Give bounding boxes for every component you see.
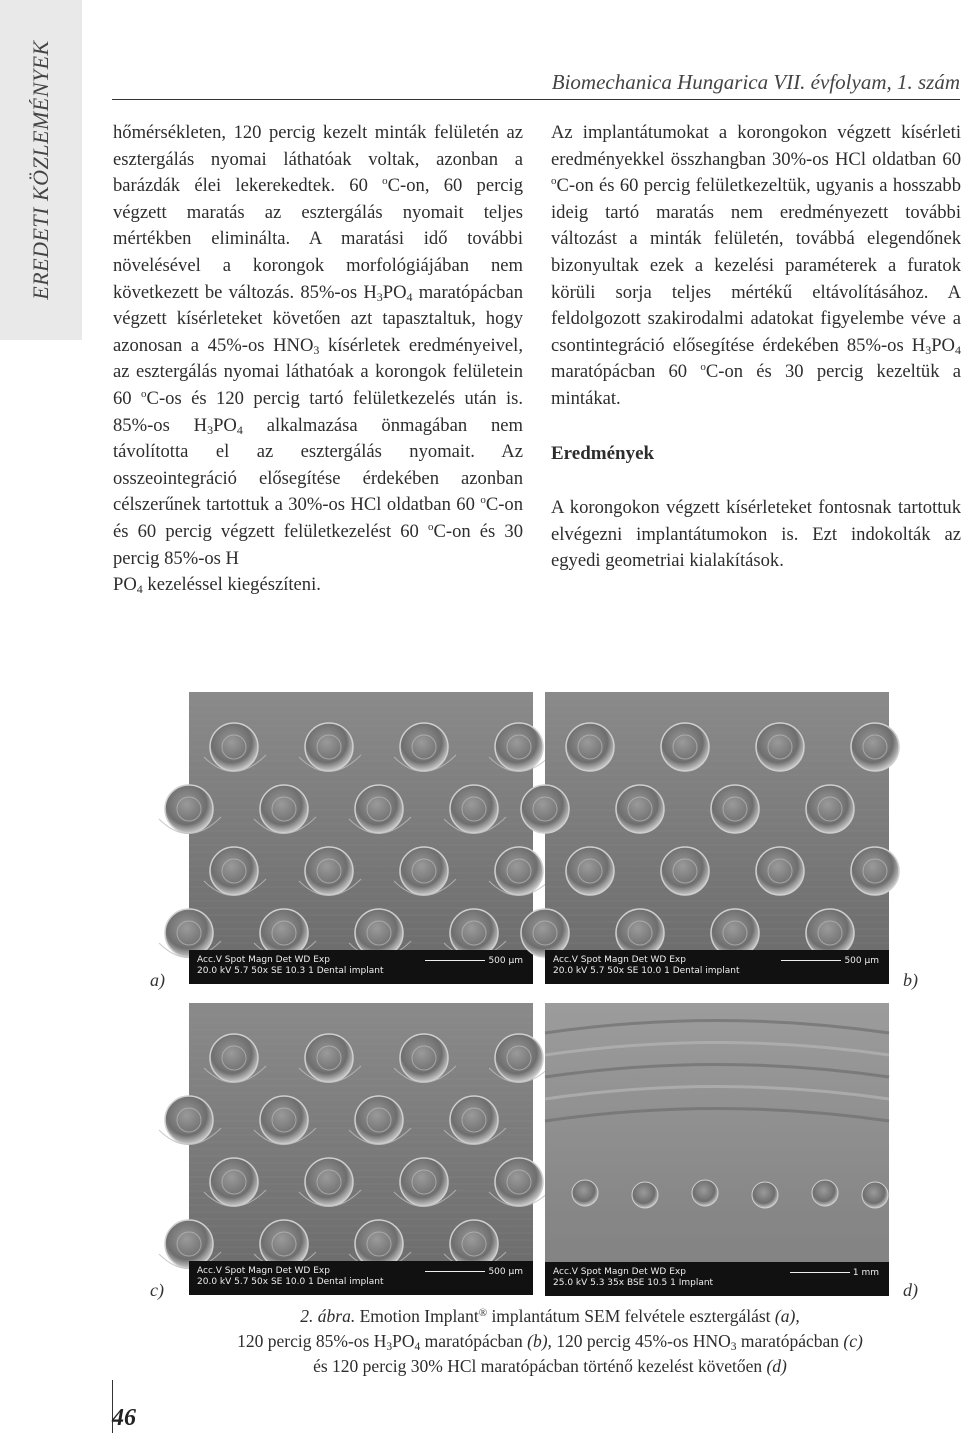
left-paragraph: hőmérsékleten, 120 percig kezelt minták felületén az esztergálás nyomai láthatóak voltak, azonban a barázdák élei lekerekedtek. 60 $^o$C-on, 60 percig végzett maratás az esztergálás nyomait teljes mértékben eliminálta. A maratási idő további növelésével a korongok morfológiájában nem következett be változás. 85%-os $H_3PO_4$ maratópácban végzett kísérleteket követően azt tapasztaltuk, hogy azonosan a 45%-os $HNO_3$ kísérletek eredményeivel, az esztergálás nyomai láthatóak a korongok felületein 60 $^o$C-os és 120 percig tartó felületkezelés után is. 85%-os $H_3PO_4$ alkalmazása önmagában nem távolította el az esztergálás nyomait. Az osszeointegráció elősegítése érdekében azonban célszerűnek tartottuk a 30%-os HCl oldatban 60 $^o$C-on és 60 percig végzett felületkezelést 60 $^o$C-on és 30 percig 85%-os H $PO_4$ kezeléssel kiegészíteni. [113, 122, 523, 597]
sem-info-bar: Acc.V Spot Magn Det WD Exp 20.0 kV 5.7 50x SE 10.3 1 Dental implant 500 μm [189, 950, 533, 984]
panel-label-b: b) [903, 970, 918, 990]
header-rule [112, 99, 960, 100]
right-paragraph-2: A korongokon végzett kísérleteket fontosnak tartottuk elvégezni implantátumokon is. Ezt indokolták az egyedi geometriai kialakítások. [551, 497, 961, 572]
right-paragraph-1: Az implantátumokat a korongokon végzett kísérleti eredményekkel összhangban 30%-os HCl oldatban 60 $^o$C-on és 60 percig felületkezeltük, ugyanis a hosszabb ideig tartó maratás nem eredményezett további változást a minták felületén, továbbá elegendőnek bizonyultak ezek a kezelési paraméterek a furatok körüli sorja teljes mértékű eltávolításához. A feldolgozott szakirodalmi adatokat figyelembe véve a csontintegráció elősegítése érdekében 85%-os $H_3PO_4$ maratópácban 60 $^o$C-on és 30 percig kezeltük a mintákat. [551, 122, 961, 409]
sem-image-c [189, 1003, 533, 1295]
sem-image-a [189, 692, 533, 984]
panel-label-d: d) [903, 1280, 918, 1300]
page-number: 46 [112, 1405, 136, 1431]
section-heading-eredmenyek: Eredmények [551, 442, 655, 464]
sem-image-d [545, 1003, 889, 1296]
journal-header: Biomechanica Hungarica VII. évfolyam, 1. szám [551, 70, 960, 94]
figure-caption: 2. ábra. Emotion Implant® implantátum SEM felvétele esztergálást (a), 120 percig 85%-os $H_3PO_4$ maratópácban (b), 120 percig 45%-os $HNO_3$ maratópácban (c) és 120 percig 30% HCl maratópácban történő kezelést követően (d) [237, 1306, 863, 1376]
sem-image-b [545, 692, 889, 984]
sem-info-bar: Acc.V Spot Magn Det WD Exp 20.0 kV 5.7 50x SE 10.0 1 Dental implant 500 μm [189, 1261, 533, 1295]
section-label: EREDETI KÖZLEMÉNYEK [28, 40, 53, 300]
sem-info-bar: Acc.V Spot Magn Det WD Exp 20.0 kV 5.7 50x SE 10.0 1 Dental implant 500 μm [545, 950, 889, 984]
sem-info-bar: Acc.V Spot Magn Det WD Exp 25.0 kV 5.3 35x BSE 10.5 1 Implant 1 mm [545, 1262, 889, 1296]
right-column [551, 120, 961, 575]
panel-label-c: c) [150, 1280, 164, 1300]
section-side-tab [0, 0, 82, 340]
left-column [113, 120, 523, 599]
panel-label-a: a) [150, 970, 165, 990]
